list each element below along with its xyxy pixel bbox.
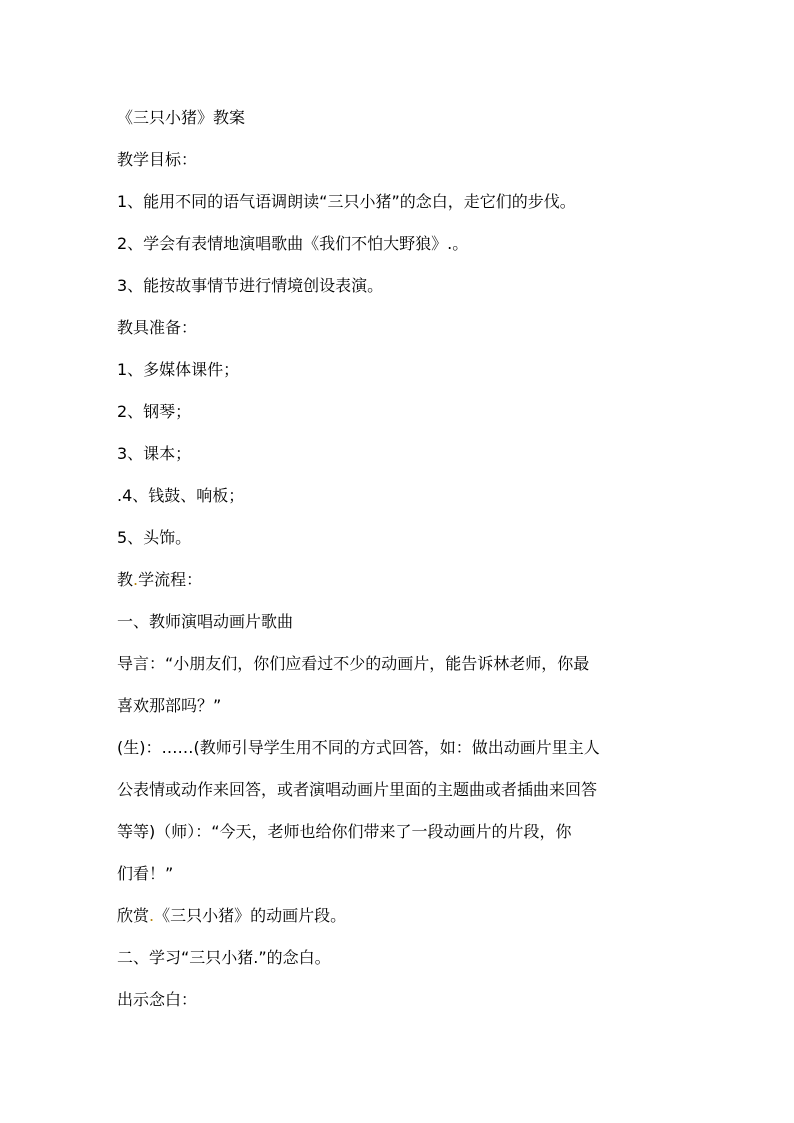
process-heading-text: 学流程：	[138, 570, 203, 589]
process-heading-dot: .	[133, 570, 139, 589]
watch-dot: .	[149, 906, 155, 925]
section-heading: 一、教师演唱动画片歌曲	[117, 612, 294, 631]
process-heading	[117, 570, 687, 590]
document-title: 《三只小猪》教案	[117, 108, 246, 127]
objective-item: 2、学会有表情地演唱歌曲《我们不怕大野狼》.。	[117, 234, 469, 253]
response-line: 们看！”	[117, 864, 174, 883]
watch-line	[117, 906, 687, 926]
section-line: 出示念白：	[117, 990, 198, 1009]
watch-text: 欣赏	[117, 906, 150, 925]
material-item: 5、头饰。	[117, 528, 192, 547]
objectives-heading: 教学目标：	[117, 150, 198, 169]
section-heading: 二、学习“三只小猪.”的念白。	[117, 948, 331, 967]
objective-item: 3、能按故事情节进行情境创设表演。	[117, 276, 384, 295]
process-heading-text: 教	[117, 570, 134, 589]
objective-item: 1、能用不同的语气语调朗读“三只小猪”的念白，走它们的步伐。	[117, 192, 576, 211]
material-item: .4、钱鼓、响板；	[117, 486, 245, 505]
material-item: 1、多媒体课件；	[117, 360, 240, 379]
material-item: 2、钢琴；	[117, 402, 192, 421]
response-line: (生)：……(教师引导学生用不同的方式回答，如：做出动画片里主人	[117, 738, 600, 757]
intro-line: 喜欢那部吗？”	[117, 696, 222, 715]
material-item: 3、课本；	[117, 444, 192, 463]
response-line: 公表情或动作来回答，或者演唱动画片里面的主题曲或者插曲来回答	[117, 780, 598, 799]
materials-heading: 教具准备：	[117, 318, 198, 337]
watch-text: 《三只小猪》的动画片段。	[154, 906, 347, 925]
response-line: 等等)（师）：“今天，老师也给你们带来了一段动画片的片段，你	[117, 822, 572, 841]
intro-line: 导言：“小朋友们，你们应看过不少的动画片，能告诉林老师，你最	[117, 654, 590, 673]
